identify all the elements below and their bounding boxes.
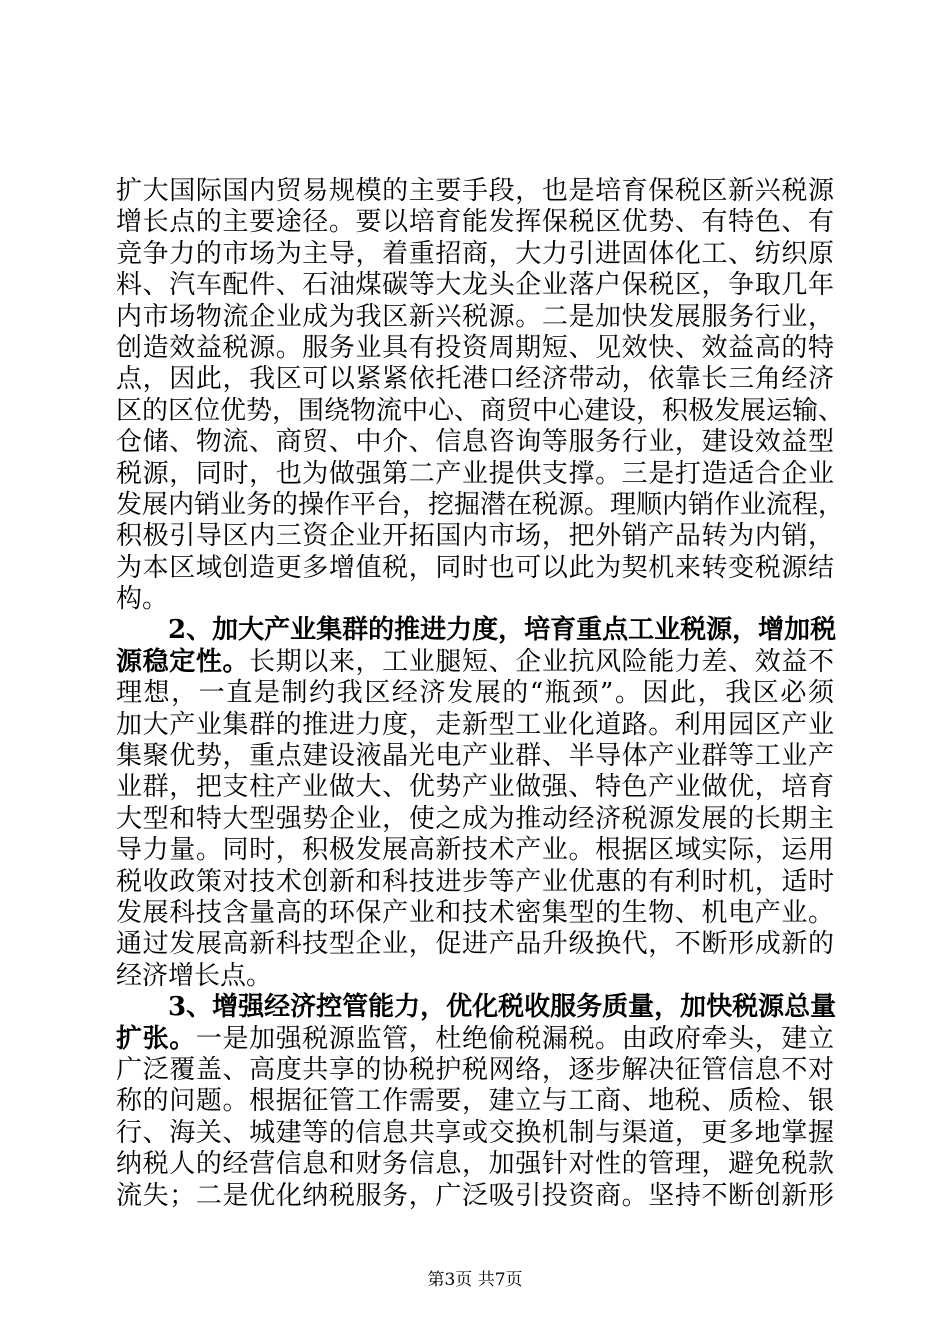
body-text: 纳税人的经营信息和财务信息，加强针对性的管理，避免税款 (116, 1149, 834, 1180)
text-line (116, 835, 834, 866)
body-text: 流失；二是优化纳税服务，广泛吸引投资商。坚持不断创新形 (116, 1180, 834, 1211)
body-text: 内市场物流企业成为我区新兴税源。二是加快发展服务行业， (116, 301, 834, 332)
text-line (116, 678, 834, 709)
page-footer: 第3页 共7页 (427, 1270, 523, 1290)
body-text: 大型和特大型强势企业，使之成为推动经济税源发展的长期主 (116, 803, 834, 834)
body-text: 扩大国际国内贸易规模的主要手段，也是培育保税区新兴税源 (116, 176, 834, 206)
text-line (116, 1118, 834, 1149)
body-text: 一是加强税源监管，杜绝偷税漏税。由政府牵头，建立 (195, 1023, 834, 1054)
body-text: 税源，同时，也为做强第二产业提供支撑。三是打造适合企业 (116, 458, 834, 489)
text-line (116, 961, 834, 992)
body-text: 导力量。同时，积极发展高新技术产业。根据区域实际，运用 (116, 835, 834, 866)
text-line (116, 804, 834, 835)
text-line (116, 239, 834, 270)
body-text: 加大产业集群的推进力度，走新型工业化道路。利用园区产业 (116, 709, 834, 740)
text-line (116, 898, 834, 929)
body-text: 发展科技含量高的环保产业和技术密集型的生物、机电产业。 (116, 897, 834, 928)
text-line (116, 647, 834, 678)
body-text: 点，因此，我区可以紧紧依托港口经济带动，依靠长三角经济 (116, 364, 834, 395)
text-line (116, 615, 837, 646)
text-line (116, 867, 834, 898)
text-line (116, 929, 834, 960)
text-line (116, 364, 834, 395)
body-text: 集聚优势，重点建设液晶光电产业群、半导体产业群等工业产 (116, 741, 834, 772)
body-text: 广泛覆盖、高度共享的协税护税网络，逐步解决征管信息不对 (116, 1054, 834, 1085)
body-text: 仓储、物流、商贸、中介、信息咨询等服务行业，建设效益型 (116, 427, 834, 458)
text-line (116, 521, 834, 552)
section-heading-text: 2、加大产业集群的推进力度，培育重点工业税源，增加税 (168, 615, 837, 646)
text-line (116, 207, 834, 238)
text-line (116, 270, 834, 301)
text-line (116, 772, 834, 803)
text-line (116, 302, 834, 333)
text-line (116, 1181, 834, 1212)
body-text: 税收政策对技术创新和科技进步等产业优惠的有利时机，适时 (116, 866, 834, 897)
body-text: 通过发展高新科技型企业，促进产品升级换代，不断形成新的 (116, 929, 834, 960)
body-text: 料、汽车配件、石油煤碳等大龙头企业落户保税区，争取几年 (116, 270, 834, 301)
body-text: 业群，把支柱产业做大、优势产业做强、特色产业做优，培育 (116, 772, 834, 803)
body-text: 增长点的主要途径。要以培育能发挥保税区优势、有特色、有 (116, 207, 834, 238)
body-text: 创造效益税源。服务业具有投资周期短、见效快、效益高的特 (116, 332, 834, 363)
body-text: 称的问题。根据征管工作需要，建立与工商、地税、质检、银 (116, 1086, 834, 1117)
text-line (116, 333, 834, 364)
text-line (116, 710, 834, 741)
body-text: 行、海关、城建等的信息共享或交换机制与渠道，更多地掌握 (116, 1117, 834, 1148)
text-line (116, 1086, 834, 1117)
text-line (116, 584, 834, 615)
section-heading-text: 扩张。 (116, 1023, 196, 1054)
body-text: 积极引导区内三资企业开拓国内市场，把外销产品转为内销， (116, 521, 834, 552)
body-text: 长期以来，工业腿短、企业抗风险能力差、效益不 (249, 646, 834, 677)
text-line (116, 1149, 834, 1180)
text-line (116, 1055, 834, 1086)
text-line (116, 427, 834, 458)
text-line (116, 489, 845, 521)
text-line (116, 741, 834, 772)
text-line (116, 1024, 834, 1055)
text-line (116, 176, 834, 207)
text-line (116, 459, 834, 490)
document-body (116, 176, 845, 1212)
body-text: 发展内销业务的操作平台，挖掘潜在税源。理顺内销作业流程， (116, 489, 845, 520)
text-line (116, 553, 834, 584)
section-heading-text: 源稳定性。 (116, 646, 250, 677)
body-text: 构。 (116, 584, 169, 615)
body-text: 经济增长点。 (116, 960, 273, 991)
text-line (116, 992, 837, 1023)
body-text: 竞争力的市场为主导，着重招商，大力引进固体化工、纺织原 (116, 238, 834, 269)
body-text: 理想，一直是制约我区经济发展的“瓶颈”。因此，我区必须 (116, 678, 834, 709)
body-text: 为本区域创造更多增值税，同时也可以此为契机来转变税源结 (116, 552, 834, 583)
body-text: 区的区位优势，围绕物流中心、商贸中心建设，积极发展运输、 (116, 395, 845, 426)
section-heading-text: 3、增强经济控管能力，优化税收服务质量，加快税源总量 (168, 992, 837, 1023)
text-line (116, 395, 845, 427)
